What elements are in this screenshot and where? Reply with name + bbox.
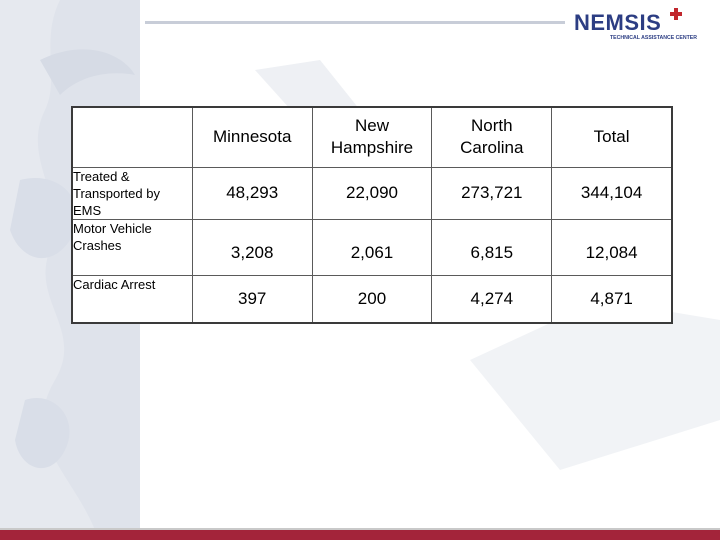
- table-cell: 4,871: [552, 275, 672, 323]
- table-cell: 2,061: [312, 219, 432, 275]
- footer-band: [0, 530, 720, 540]
- data-table: [71, 106, 673, 324]
- table-row: [72, 167, 672, 219]
- column-header: Minnesota: [192, 107, 312, 167]
- table-cell: 200: [312, 275, 432, 323]
- table-row: [72, 275, 672, 323]
- svg-text:NEMSIS: NEMSIS: [574, 10, 662, 35]
- table-cell: 6,815: [432, 219, 552, 275]
- table-header-row: [72, 107, 672, 167]
- column-header: Total: [552, 107, 672, 167]
- table-row: [72, 219, 672, 275]
- row-label: Motor Vehicle Crashes: [72, 219, 192, 275]
- table-cell: 4,274: [432, 275, 552, 323]
- table-cell: 22,090: [312, 167, 432, 219]
- table-cell: 273,721: [432, 167, 552, 219]
- row-label: Treated & Transported by EMS: [72, 167, 192, 219]
- table-cell: 48,293: [192, 167, 312, 219]
- table-cell: 344,104: [552, 167, 672, 219]
- table-cell: 12,084: [552, 219, 672, 275]
- row-label: Cardiac Arrest: [72, 275, 192, 323]
- nemsis-logo: [572, 8, 712, 42]
- svg-text:TECHNICAL ASSISTANCE CENTER: TECHNICAL ASSISTANCE CENTER: [610, 35, 697, 41]
- column-header: North Carolina: [432, 107, 552, 167]
- header-divider: [145, 21, 565, 24]
- column-header: New Hampshire: [312, 107, 432, 167]
- table-corner-cell: [72, 107, 192, 167]
- table-cell: 397: [192, 275, 312, 323]
- table-cell: 3,208: [192, 219, 312, 275]
